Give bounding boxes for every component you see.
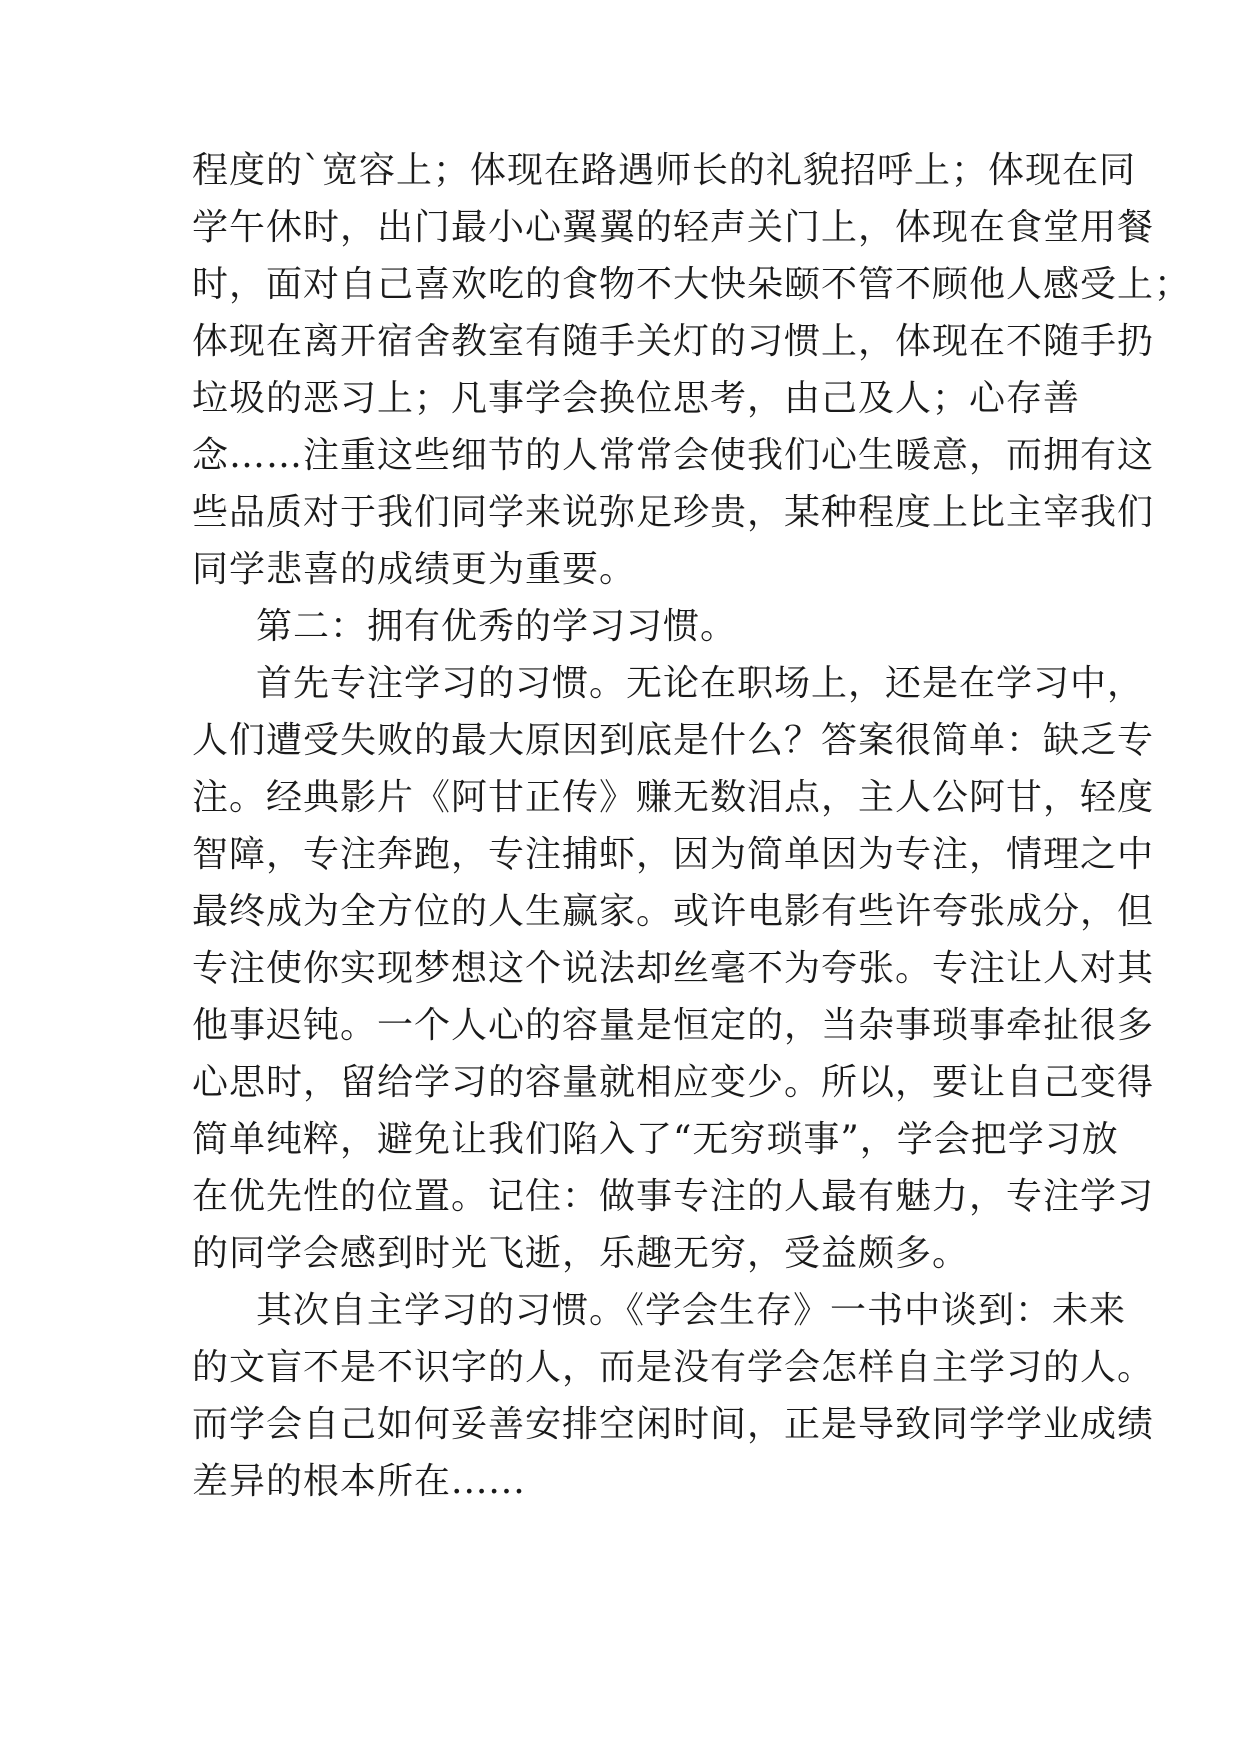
- text-line: 念……注重这些细节的人常常会使我们心生暖意，而拥有这: [192, 435, 1155, 476]
- text-line: 而学会自己如何妥善安排空闲时间，正是导致同学学业成绩: [192, 1404, 1155, 1445]
- text-line: 首先专注学习的习惯。无论在职场上，还是在学习中，: [256, 663, 1145, 704]
- text-line: 专注使你实现梦想这个说法却丝毫不为夸张。专注让人对其: [192, 948, 1155, 989]
- text-line: 心思时，留给学习的容量就相应变少。所以，要让自己变得: [192, 1062, 1155, 1103]
- section-heading: 第二：拥有优秀的学习习惯。: [256, 606, 738, 647]
- text-line: 的同学会感到时光飞逝，乐趣无穷，受益颇多。: [192, 1233, 970, 1274]
- text-line: 体现在离开宿舍教室有随手关灯的习惯上，体现在不随手扔: [192, 321, 1155, 362]
- text-line: 人们遭受失败的最大原因到底是什么？答案很简单：缺乏专: [192, 720, 1155, 761]
- text-line: 差异的根本所在......: [192, 1461, 526, 1502]
- text-line: 垃圾的恶习上；凡事学会换位思考，由己及人；心存善: [192, 378, 1081, 419]
- text-line: 些品质对于我们同学来说弥足珍贵，某种程度上比主宰我们: [192, 492, 1155, 533]
- text-line: 注。经典影片《阿甘正传》赚无数泪点，主人公阿甘，轻度: [192, 777, 1155, 818]
- text-line: 学午休时，出门最小心翼翼的轻声关门上，体现在食堂用餐: [192, 207, 1155, 248]
- text-line: 时，面对自己喜欢吃的食物不大快朵颐不管不顾他人感受上；: [192, 264, 1192, 305]
- text-line: 在优先性的位置。记住：做事专注的人最有魅力，专注学习: [192, 1176, 1155, 1217]
- text-line: 简单纯粹，避免让我们陷入了“无穷琐事”，学会把学习放: [192, 1119, 1119, 1160]
- text-line: 最终成为全方位的人生赢家。或许电影有些许夸张成分，但: [192, 891, 1155, 932]
- text-line: 同学悲喜的成绩更为重要。: [192, 549, 637, 590]
- text-line: 的文盲不是不识字的人，而是没有学会怎样自主学习的人。: [192, 1347, 1155, 1388]
- text-line: 程度的`宽容上；体现在路遇师长的礼貌招呼上；体现在同: [192, 150, 1137, 191]
- text-line: 智障，专注奔跑，专注捕虾，因为简单因为专注，情理之中: [192, 834, 1155, 875]
- text-line: 他事迟钝。一个人心的容量是恒定的，当杂事琐事牵扯很多: [192, 1005, 1155, 1046]
- text-line: 其次自主学习的习惯。《学会生存》一书中谈到：未来: [256, 1290, 1127, 1331]
